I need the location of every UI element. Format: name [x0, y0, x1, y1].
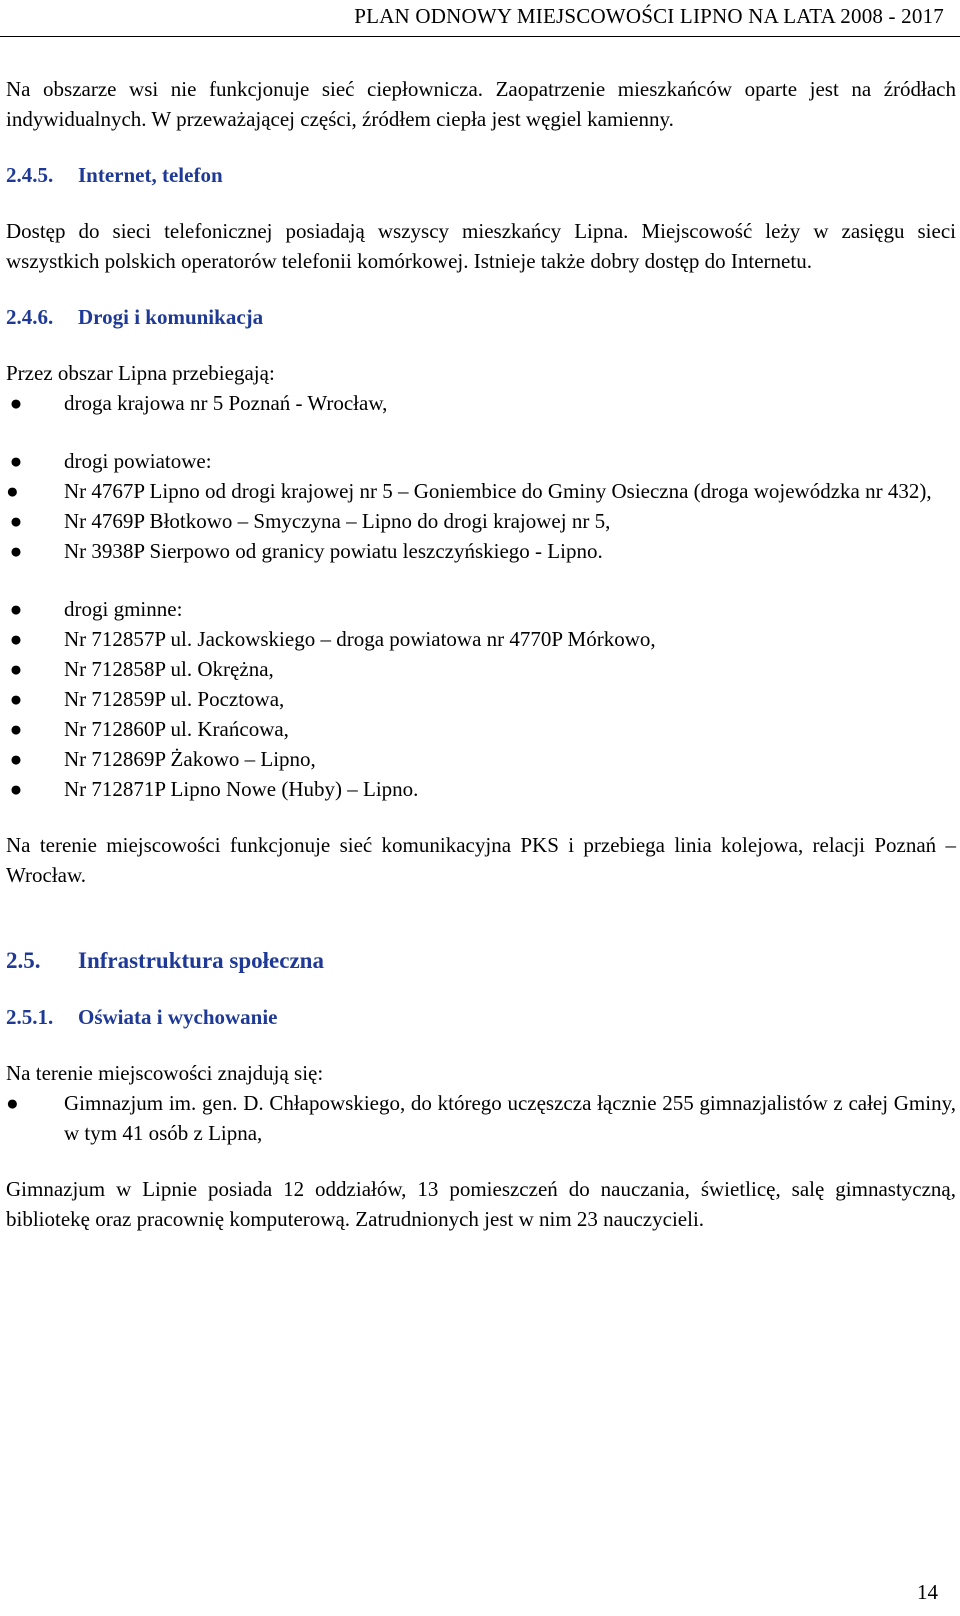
commune-road-item: ● Nr 712860P ul. Krańcowa,: [6, 714, 956, 744]
bullet-icon: ●: [6, 1091, 19, 1115]
list-item: ● Gimnazjum im. gen. D. Chłapowskiego, do którego uczęszcza łącznie 255 gimnazjalistów z całej Gminy, w tym 41 osób z Lipna,: [6, 1088, 956, 1148]
bullet-icon: ●: [9, 777, 23, 801]
commune-road-item: ● Nr 712859P ul. Pocztowa,: [6, 684, 956, 714]
bullet-icon: ●: [9, 657, 23, 681]
bullet-icon: ●: [9, 687, 23, 711]
section-heading-2-5-1: [6, 1002, 956, 1032]
bullet-icon: ●: [9, 391, 23, 415]
section-heading-2-5: [6, 946, 956, 976]
document-title: PLAN ODNOWY MIEJSCOWOŚCI LIPNO NA LATA 2008 - 2017: [354, 4, 944, 28]
telecom-paragraph: Dostęp do sieci telefonicznej posiadają wszyscy mieszkańcy Lipna. Miejscowość leży w zasięgu sieci wszystkich polskich operatorów telefonii komórkowej. Istnieje także dobry dostęp do Internetu.: [6, 219, 956, 273]
heating-paragraph: Na obszarze wsi nie funkcjonuje sieć ciepłownicza. Zaopatrzenie mieszkańców oparte jest na źródłach indywidualnych. W przeważającej części, źródłem ciepła jest węgiel kamienny.: [6, 77, 956, 131]
bullet-icon: ●: [9, 747, 23, 771]
bullet-icon: ●: [9, 509, 23, 533]
commune-road-item: ● Nr 712869P Żakowo – Lipno,: [6, 744, 956, 774]
section-title: Internet, telefon: [78, 163, 223, 187]
education-intro: Na terenie miejscowości znajdują się:: [6, 1061, 324, 1085]
section-number: 2.5.: [6, 948, 41, 973]
commune-road-item: ● Nr 712857P ul. Jackowskiego – droga powiatowa nr 4770P Mórkowo,: [6, 624, 956, 654]
commune-road-item: ● Nr 712871P Lipno Nowe (Huby) – Lipno.: [6, 774, 956, 804]
county-road-item: ● Nr 3938P Sierpowo od granicy powiatu leszczyńskiego - Lipno.: [6, 536, 956, 566]
section-heading-2-4-6: [6, 302, 956, 332]
page-number: 14: [917, 1580, 938, 1604]
transport-paragraph: Na terenie miejscowości funkcjonuje sieć komunikacyjna PKS i przebiega linia kolejowa, relacji Poznań – Wrocław.: [6, 833, 956, 887]
bullet-icon: ●: [6, 479, 19, 503]
section-title: Infrastruktura społeczna: [78, 948, 324, 973]
section-title: Oświata i wychowanie: [78, 1005, 278, 1029]
bullet-icon: ●: [9, 597, 23, 621]
roads-intro: Przez obszar Lipna przebiegają:: [6, 361, 275, 385]
list-item: ● drogi powiatowe:: [6, 446, 956, 476]
page-content: [6, 74, 956, 1234]
county-road-item: ● Nr 4767P Lipno od drogi krajowej nr 5 – Goniembice do Gminy Osieczna (droga wojewódzka nr 432),: [6, 476, 956, 506]
bullet-icon: ●: [9, 539, 23, 563]
list-item: ● drogi gminne:: [6, 594, 956, 624]
page-header: [0, 4, 960, 34]
bullet-icon: ●: [9, 449, 23, 473]
section-title: Drogi i komunikacja: [78, 305, 264, 329]
section-number: 2.4.5.: [6, 163, 54, 187]
list-item: ● droga krajowa nr 5 Poznań - Wrocław,: [6, 388, 956, 418]
header-divider: [0, 36, 960, 37]
bullet-icon: ●: [9, 717, 23, 741]
section-number: 2.5.1.: [6, 1005, 54, 1029]
section-number: 2.4.6.: [6, 305, 54, 329]
bullet-icon: ●: [9, 627, 23, 651]
school-details-paragraph: Gimnazjum w Lipnie posiada 12 oddziałów, 13 pomieszczeń do nauczania, świetlicę, salę gimnastyczną, bibliotekę oraz pracownię komputerową. Zatrudnionych jest w nim 23 nauczycieli.: [6, 1177, 956, 1231]
commune-road-item: ● Nr 712858P ul. Okrężna,: [6, 654, 956, 684]
section-heading-2-4-5: [6, 160, 956, 190]
county-road-item: ● Nr 4769P Błotkowo – Smyczyna – Lipno do drogi krajowej nr 5,: [6, 506, 956, 536]
